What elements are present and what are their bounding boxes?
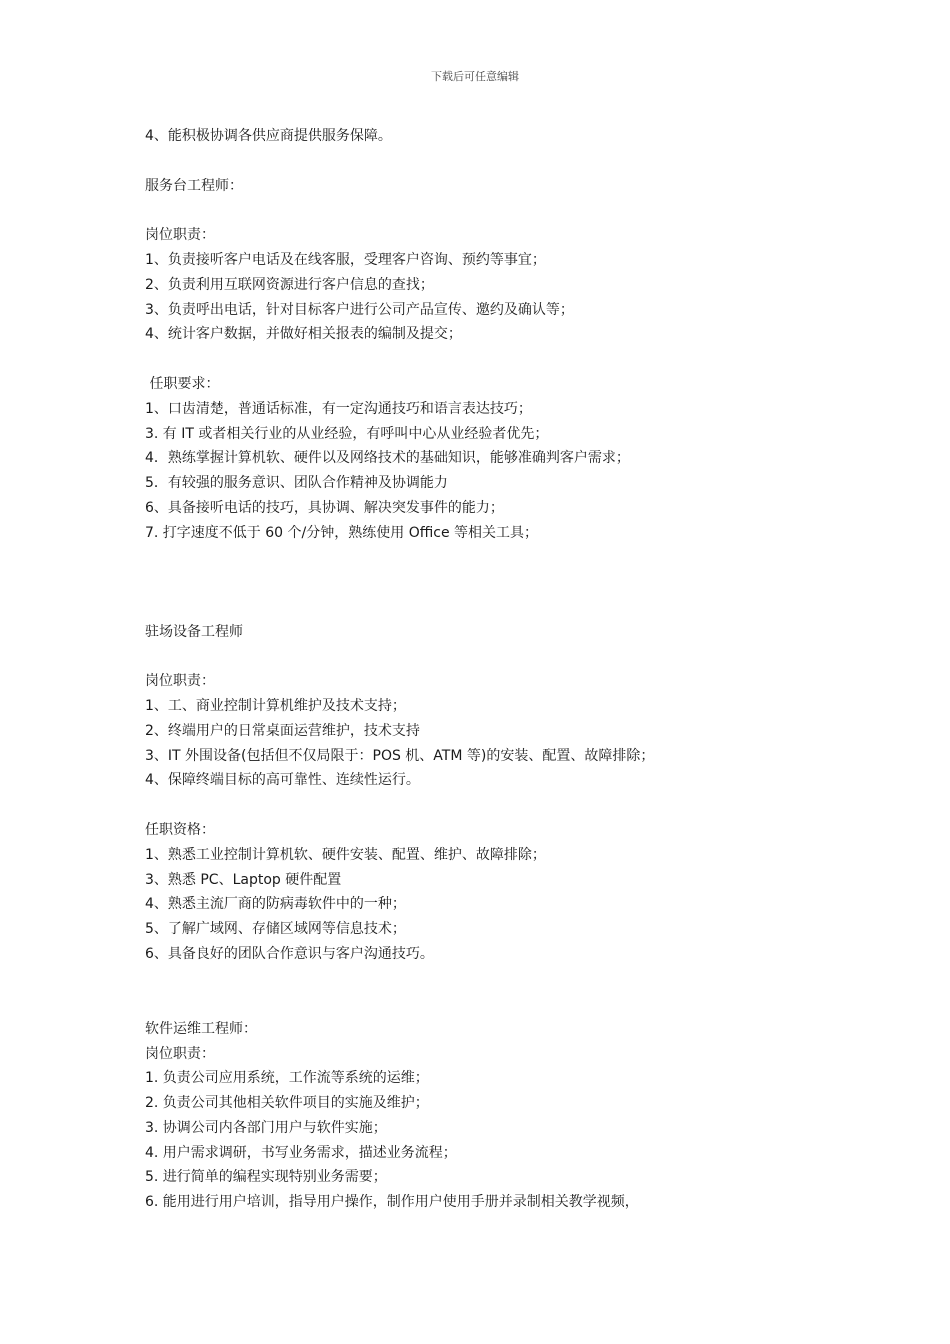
list-item: 1、口齿清楚，普通话标准，有一定沟通技巧和语言表达技巧； xyxy=(145,400,532,417)
list-item: 4、统计客户数据，并做好相关报表的编制及提交； xyxy=(145,326,462,343)
list-item: 5．有较强的服务意识、团队合作精神及协调能力 xyxy=(145,475,448,492)
spacer xyxy=(145,198,905,223)
list-item: 3、熟悉 PC、Laptop 硬件配置 xyxy=(145,871,342,888)
qualifications-heading: 任职资格： xyxy=(145,821,215,838)
list-item: 2. 负责公司其他相关软件项目的实施及维护； xyxy=(145,1095,429,1112)
spacer xyxy=(145,793,905,818)
spacer xyxy=(145,347,905,372)
duties-heading: 岗位职责： xyxy=(145,1045,215,1062)
requirements-heading: 任职要求： xyxy=(145,375,220,392)
list-item: 2、终端用户的日常桌面运营维护，技术支持 xyxy=(145,722,420,739)
intro-line: 4、能积极协调各供应商提供服务保障。 xyxy=(145,128,392,144)
spacer xyxy=(145,149,905,174)
spacer xyxy=(145,644,905,669)
list-item: 1. 负责公司应用系统，工作流等系统的运维； xyxy=(145,1070,429,1087)
list-item: 4、保障终端目标的高可靠性、连续性运行。 xyxy=(145,772,420,789)
section-title-software-ops: 软件运维工程师： xyxy=(145,1020,257,1037)
list-item: 2、负责利用互联网资源进行客户信息的查找； xyxy=(145,276,434,293)
duties-heading: 岗位职责： xyxy=(145,227,215,244)
spacer xyxy=(145,967,905,1017)
page-header: 下载后可任意编辑 xyxy=(431,70,519,83)
list-item: 6. 能用进行用户培训，指导用户操作，制作用户使用手册并录制相关教学视频， xyxy=(145,1194,639,1211)
spacer xyxy=(145,546,905,620)
list-item: 6、具备良好的团队合作意识与客户沟通技巧。 xyxy=(145,945,434,962)
document-body xyxy=(145,124,905,1215)
list-item: 7. 打字速度不低于 60 个/分钟，熟练使用 Office 等相关工具； xyxy=(145,524,539,541)
section-title-onsite: 驻场设备工程师 xyxy=(145,623,243,640)
list-item: 4．熟练掌握计算机软、硬件以及网络技术的基础知识，能够准确判客户需求； xyxy=(145,450,630,467)
list-item: 5. 进行简单的编程实现特别业务需要； xyxy=(145,1169,387,1186)
list-item: 1、负责接听客户电话及在线客服，受理客户咨询、预约等事宜； xyxy=(145,251,546,268)
list-item: 5、了解广域网、存储区域网等信息技术； xyxy=(145,921,406,938)
section-title-service-desk: 服务台工程师： xyxy=(145,177,243,194)
list-item: 3、IT 外围设备(包括但不仅局限于：POS 机、ATM 等)的安装、配置、故障排除； xyxy=(145,747,655,764)
list-item: 3. 有 IT 或者相关行业的从业经验，有呼叫中心从业经验者优先； xyxy=(145,425,549,442)
list-item: 6、具备接听电话的技巧，具协调、解决突发事件的能力； xyxy=(145,499,504,516)
duties-heading: 岗位职责： xyxy=(145,673,215,690)
list-item: 1、工、商业控制计算机维护及技术支持； xyxy=(145,697,406,714)
list-item: 4. 用户需求调研，书写业务需求，描述业务流程； xyxy=(145,1144,457,1161)
list-item: 4、熟悉主流厂商的防病毒软件中的一种； xyxy=(145,896,406,913)
list-item: 1、熟悉工业控制计算机软、硬件安装、配置、维护、故障排除； xyxy=(145,846,546,863)
list-item: 3. 协调公司内各部门用户与软件实施； xyxy=(145,1119,387,1136)
list-item: 3、负责呼出电话，针对目标客户进行公司产品宣传、邀约及确认等； xyxy=(145,301,574,318)
